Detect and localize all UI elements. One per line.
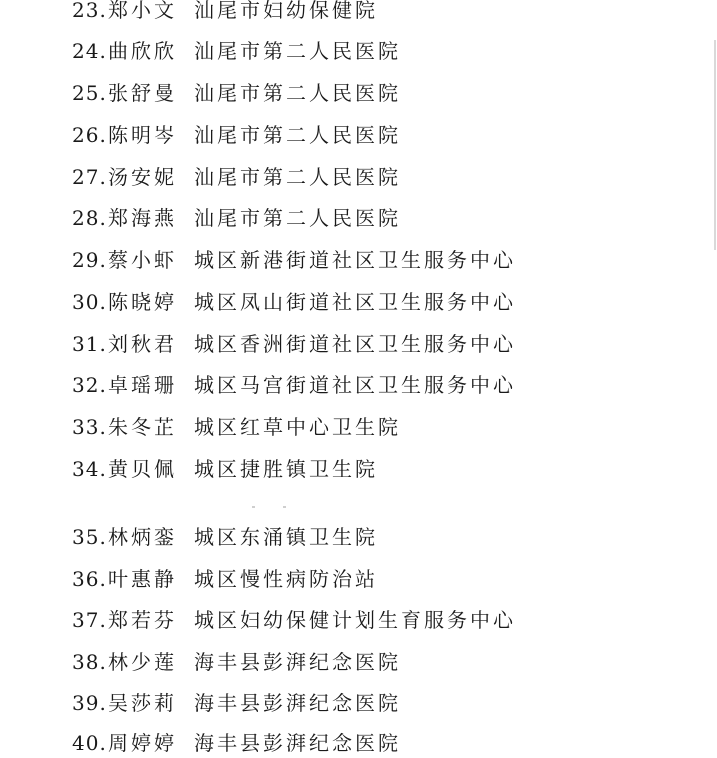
entry-organization: 汕尾市第二人民医院 <box>194 123 401 147</box>
scan-speck <box>283 506 286 508</box>
entry-name: 吴莎莉 <box>108 691 177 715</box>
page-edge-line <box>714 40 716 250</box>
entry-number: 28. <box>72 206 107 230</box>
entry-number: 23. <box>72 0 107 22</box>
entry-organization: 汕尾市第二人民医院 <box>194 206 401 230</box>
entry-number: 30. <box>72 290 107 314</box>
entry-organization: 城区捷胜镇卫生院 <box>194 457 378 481</box>
entry-number: 40. <box>72 731 107 755</box>
entry-number: 29. <box>72 248 107 272</box>
list-item <box>72 0 378 25</box>
entry-organization: 汕尾市第二人民医院 <box>194 81 401 105</box>
entry-organization: 城区马宫街道社区卫生服务中心 <box>194 373 516 397</box>
list-item <box>72 688 401 718</box>
entry-organization: 海丰县彭湃纪念医院 <box>194 691 401 715</box>
entry-name: 陈晓婷 <box>108 290 177 314</box>
entry-name: 郑海燕 <box>108 206 177 230</box>
entry-name: 郑小文 <box>108 0 177 22</box>
entry-number: 39. <box>72 691 107 715</box>
list-item <box>72 162 401 192</box>
entry-organization: 海丰县彭湃纪念医院 <box>194 650 401 674</box>
list-item <box>72 370 516 400</box>
entry-organization: 城区香洲街道社区卫生服务中心 <box>194 332 516 356</box>
entry-organization: 城区妇幼保健计划生育服务中心 <box>194 608 516 632</box>
scan-speck <box>252 506 255 508</box>
entry-organization: 城区红草中心卫生院 <box>194 415 401 439</box>
entry-number: 32. <box>72 373 107 397</box>
entry-organization: 城区慢性病防治站 <box>194 567 378 591</box>
entry-name: 张舒曼 <box>108 81 177 105</box>
entry-name: 林炳銮 <box>108 525 177 549</box>
list-item <box>72 120 401 150</box>
entry-organization: 城区凤山街道社区卫生服务中心 <box>194 290 516 314</box>
entry-name: 蔡小虾 <box>108 248 177 272</box>
entry-name: 朱冬芷 <box>108 415 177 439</box>
list-item <box>72 78 401 108</box>
list-item <box>72 287 516 317</box>
entry-name: 陈明岑 <box>108 123 177 147</box>
entry-name: 黄贝佩 <box>108 457 177 481</box>
entry-number: 35. <box>72 525 107 549</box>
list-item <box>72 454 378 484</box>
list-item <box>72 522 378 552</box>
entry-name: 刘秋君 <box>108 332 177 356</box>
entry-number: 26. <box>72 123 107 147</box>
list-item <box>72 647 401 677</box>
list-item <box>72 412 401 442</box>
entry-number: 24. <box>72 39 107 63</box>
entry-number: 31. <box>72 332 107 356</box>
entry-organization: 汕尾市妇幼保健院 <box>194 0 378 22</box>
entry-name: 叶惠静 <box>108 567 177 591</box>
entry-organization: 汕尾市第二人民医院 <box>194 165 401 189</box>
entry-number: 37. <box>72 608 107 632</box>
list-item <box>72 605 516 635</box>
entry-number: 33. <box>72 415 107 439</box>
entry-name: 汤安妮 <box>108 165 177 189</box>
list-item <box>72 245 516 275</box>
entry-number: 34. <box>72 457 107 481</box>
entry-organization: 城区新港街道社区卫生服务中心 <box>194 248 516 272</box>
list-item <box>72 203 401 233</box>
entry-name: 林少莲 <box>108 650 177 674</box>
entry-name: 卓瑶珊 <box>108 373 177 397</box>
entry-number: 27. <box>72 165 107 189</box>
entry-name: 郑若芬 <box>108 608 177 632</box>
entry-name: 周婷婷 <box>108 731 177 755</box>
list-item <box>72 36 401 66</box>
entry-organization: 城区东涌镇卫生院 <box>194 525 378 549</box>
entry-name: 曲欣欣 <box>108 39 177 63</box>
entry-number: 36. <box>72 567 107 591</box>
entry-organization: 海丰县彭湃纪念医院 <box>194 731 401 755</box>
entry-organization: 汕尾市第二人民医院 <box>194 39 401 63</box>
list-item <box>72 329 516 359</box>
entry-number: 38. <box>72 650 107 674</box>
list-item <box>72 564 378 594</box>
entry-number: 25. <box>72 81 107 105</box>
